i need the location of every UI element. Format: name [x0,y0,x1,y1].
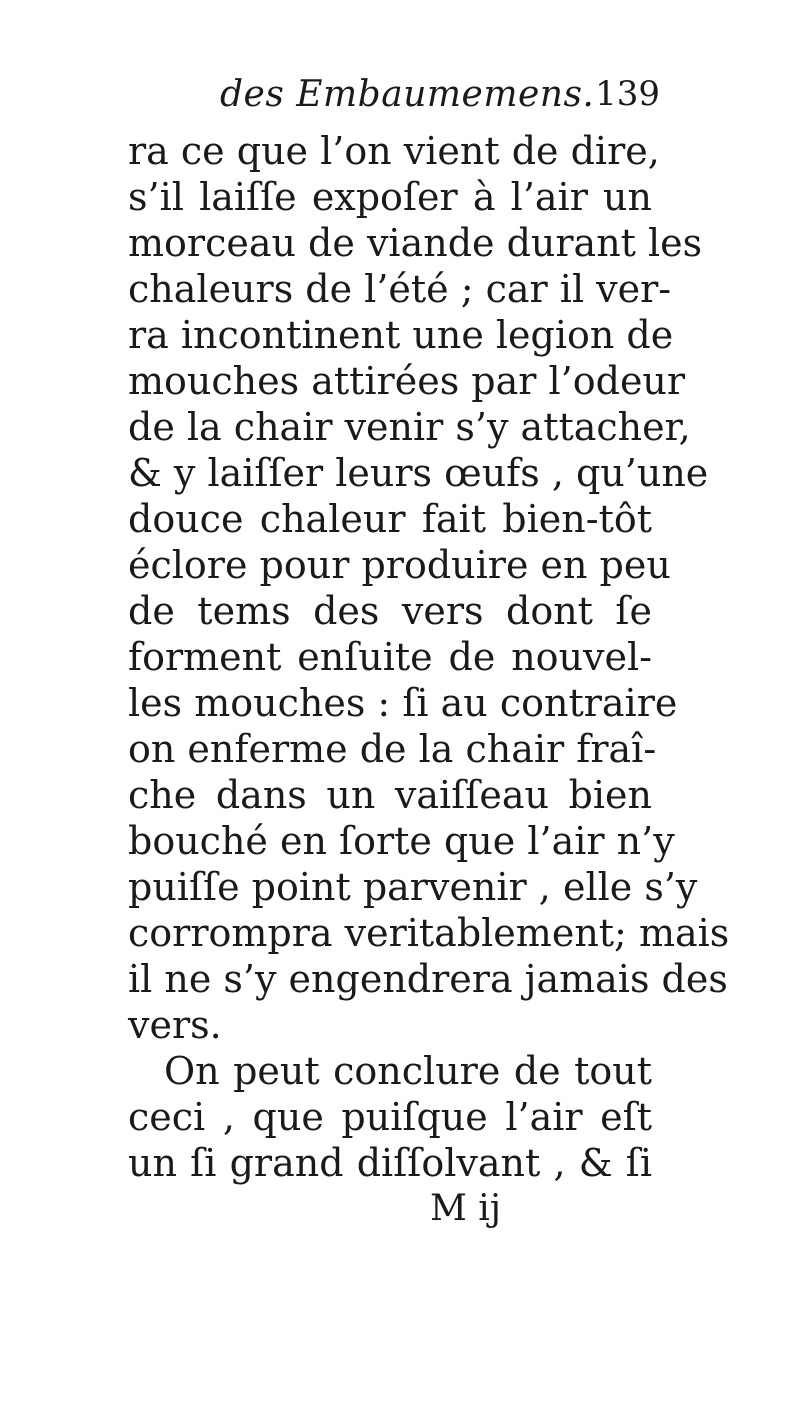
text-line: on enferme de la chair fraî- [128,727,657,771]
text-line: forment enſuite de nouvel- [128,635,652,679]
page-number: 139 [595,74,660,114]
text-line: morceau de viande durant les [128,221,703,265]
text-line: On peut conclure de tout [164,1049,652,1093]
text-line: il ne s’y engendrera jamais des [128,957,728,1001]
running-title: des Embaumemens. [220,74,595,115]
text-line: bouché en ſorte que l’air n’y [128,819,675,863]
text-line: ra incontinent une legion de [128,313,674,357]
text-line: chaleurs de l’été ; car il ver- [128,267,672,311]
text-line: corrompra veritablement; mais [128,911,730,955]
running-head [130,74,660,124]
text-line: che dans un vaiſſeau bien [128,773,652,817]
text-line: mouches attirées par l’odeur [128,359,686,403]
body-text [128,128,730,1186]
text-line: & y laiſſer leurs œufs , qu’une [128,451,709,495]
signature-mark: M ij [430,1188,501,1229]
text-line: ceci , que puiſque l’air eſt [128,1095,652,1139]
text-line: ra ce que l’on vient de dire, [128,129,660,173]
text-line: de la chair venir s’y attacher, [128,405,691,449]
text-line: un ſi grand diſſolvant , & ſi [128,1141,652,1185]
text-line: éclore pour produire en peu [128,543,671,587]
text-line: puiſſe point parvenir , elle s’y [128,865,698,909]
text-line: douce chaleur fait bien-tôt [128,497,652,541]
text-line: les mouches : ſi au contraire [128,681,678,725]
text-line: vers. [128,1003,222,1047]
text-line: de tems des vers dont ſe [128,589,652,633]
text-line: s’il laiſſe expoſer à l’air un [128,175,652,219]
